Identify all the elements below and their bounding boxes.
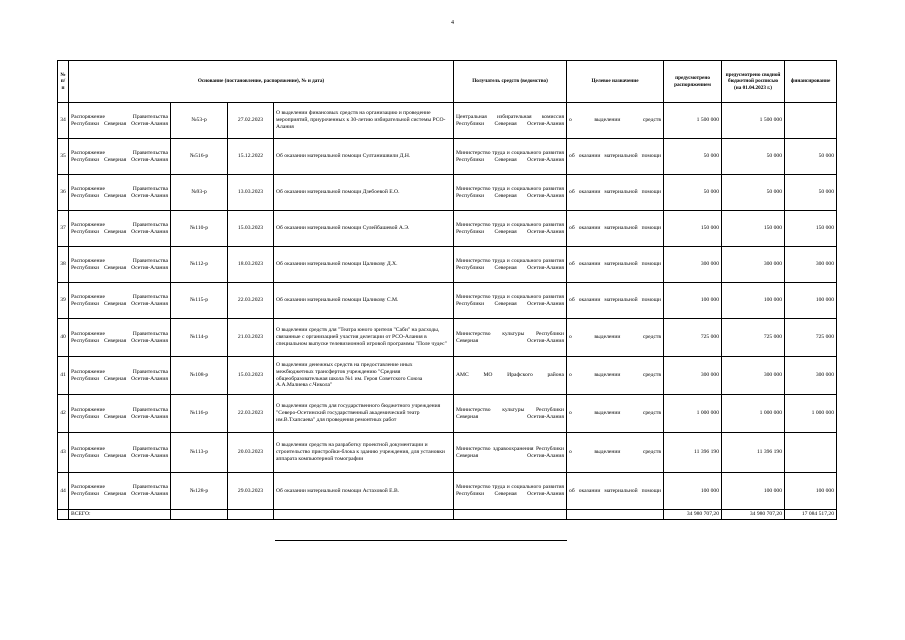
document-type: Распоряжение Правительства Республики Северная Осетия-Алания bbox=[69, 473, 171, 510]
amount-financed bbox=[785, 433, 837, 473]
document-date: 22.03.2023 bbox=[228, 395, 274, 433]
header-budget: предусмотрено сводной бюджетной росписью (на 01.04.2023 г.) bbox=[722, 61, 785, 103]
document-number: №108-р bbox=[171, 357, 228, 395]
document-subject: Об оказании материальной помощи Дзебоевой Е.О. bbox=[274, 175, 454, 211]
amount-budget: 50 000 bbox=[722, 175, 785, 211]
document-date: 18.03.2023 bbox=[228, 247, 274, 283]
header-planned: предусмотрено распоряжением bbox=[664, 61, 722, 103]
amount-financed: 50 000 bbox=[785, 175, 837, 211]
recipient: Министерство культуры Республики Северная Осетия-Алания bbox=[454, 395, 567, 433]
row-number: 43 bbox=[58, 433, 69, 473]
document-type: Распоряжение Правительства Республики Северная Осетия-Алания bbox=[69, 283, 171, 319]
table-row bbox=[58, 395, 837, 433]
amount-financed: 100 000 bbox=[785, 473, 837, 510]
document-subject: О выделении средств для "Театра юного зрителя "Саби" на расходы, связанные с организацией участия делегации от РСО-Алания в специальном выпуске телевизионной игровой программы "Поле чудес" bbox=[274, 319, 454, 357]
purpose: о выделении средств bbox=[567, 103, 664, 139]
document-number: №113-р bbox=[171, 433, 228, 473]
row-number: 40 bbox=[58, 319, 69, 357]
table-row bbox=[58, 211, 837, 247]
amount-planned: 1 500 000 bbox=[664, 103, 722, 139]
amount-financed: 50 000 bbox=[785, 139, 837, 175]
amount-budget: 11 396 190 bbox=[722, 433, 785, 473]
amount-budget: 300 000 bbox=[722, 357, 785, 395]
purpose: об оказании материальной помощи bbox=[567, 247, 664, 283]
table-header-row bbox=[58, 61, 837, 103]
recipient: Министерство труда и социального развития Республики Северная Осетия-Алания bbox=[454, 175, 567, 211]
document-type: Распоряжение Правительства Республики Северная Осетия-Алания bbox=[69, 357, 171, 395]
amount-financed: 100 000 bbox=[785, 283, 837, 319]
purpose: о выделении средств bbox=[567, 395, 664, 433]
document-date: 27.02.2023 bbox=[228, 103, 274, 139]
total-row bbox=[58, 510, 837, 520]
document-type: Распоряжение Правительства Республики Северная Осетия-Алания bbox=[69, 395, 171, 433]
signature-line bbox=[275, 540, 567, 541]
document-subject: Об оказании материальной помощи Астаховой Е.В. bbox=[274, 473, 454, 510]
document-type: Распоряжение Правительства Республики Северная Осетия-Алания bbox=[69, 247, 171, 283]
purpose: о выделении средств bbox=[567, 357, 664, 395]
recipient: Министерство труда и социального развития Республики Северная Осетия-Алания bbox=[454, 139, 567, 175]
purpose: об оказании материальной помощи bbox=[567, 175, 664, 211]
total-label: ВСЕГО: bbox=[69, 510, 171, 520]
amount-planned: 100 000 bbox=[664, 283, 722, 319]
table-row bbox=[58, 433, 837, 473]
document-number: №110-р bbox=[171, 211, 228, 247]
document-subject: Об оказании материальной помощи Султанишвили Д.Н. bbox=[274, 139, 454, 175]
recipient: Министерство здравоохранения Республики Северная Осетия-Алания bbox=[454, 433, 567, 473]
amount-planned: 50 000 bbox=[664, 175, 722, 211]
document-date: 21.03.2023 bbox=[228, 319, 274, 357]
row-number: 34 bbox=[58, 103, 69, 139]
total-planned: 34 980 707,20 bbox=[664, 510, 722, 520]
amount-financed: 1 000 000 bbox=[785, 395, 837, 433]
header-recipient: Получатель средств (ведомство) bbox=[454, 61, 567, 103]
amount-budget: 1 000 000 bbox=[722, 395, 785, 433]
amount-planned: 300 000 bbox=[664, 357, 722, 395]
recipient: Министерство труда и социального развития Республики Северная Осетия-Алания bbox=[454, 473, 567, 510]
recipient: Министерство труда и социального развития Республики Северная Осетия-Алания bbox=[454, 283, 567, 319]
document-number: №112-р bbox=[171, 247, 228, 283]
table-row bbox=[58, 473, 837, 510]
header-purpose: Целевое назначение bbox=[567, 61, 664, 103]
amount-planned: 100 000 bbox=[664, 473, 722, 510]
row-number: 36 bbox=[58, 175, 69, 211]
header-basis: Основание (постановление, распоряжение), № и дата) bbox=[69, 61, 454, 103]
row-number: 35 bbox=[58, 139, 69, 175]
purpose: об оказании материальной помощи bbox=[567, 283, 664, 319]
page-number: 4 bbox=[451, 20, 454, 26]
table-row bbox=[58, 357, 837, 395]
document-number: №516-р bbox=[171, 139, 228, 175]
document-type: Распоряжение Правительства Республики Северная Осетия-Алания bbox=[69, 175, 171, 211]
document-type: Распоряжение Правительства Республики Северная Осетия-Алания bbox=[69, 211, 171, 247]
amount-planned: 11 396 190 bbox=[664, 433, 722, 473]
amount-planned: 300 000 bbox=[664, 247, 722, 283]
amount-financed bbox=[785, 103, 837, 139]
row-number: 39 bbox=[58, 283, 69, 319]
document-date: 29.03.2023 bbox=[228, 473, 274, 510]
row-number: 44 bbox=[58, 473, 69, 510]
purpose: о выделении средств bbox=[567, 319, 664, 357]
table-row bbox=[58, 319, 837, 357]
document-number: №115-р bbox=[171, 283, 228, 319]
document-subject: Об оказании материальной помощи Цаликову С.М. bbox=[274, 283, 454, 319]
total-financed: 17 084 517,20 bbox=[785, 510, 837, 520]
document-type: Распоряжение Правительства Республики Северная Осетия-Алания bbox=[69, 433, 171, 473]
recipient: Министерство труда и социального развития Республики Северная Осетия-Алания bbox=[454, 211, 567, 247]
amount-planned: 1 000 000 bbox=[664, 395, 722, 433]
purpose: о выделении средств bbox=[567, 433, 664, 473]
row-number: 37 bbox=[58, 211, 69, 247]
recipient: Министерство культуры Республики Северная Осетия-Алания bbox=[454, 319, 567, 357]
amount-financed: 300 000 bbox=[785, 357, 837, 395]
amount-budget: 150 000 bbox=[722, 211, 785, 247]
document-subject: О выделении финансовых средств на организацию и проведение мероприятий, приуроченных к 30-летию избирательной системы РСО-Алания bbox=[274, 103, 454, 139]
amount-budget: 100 000 bbox=[722, 283, 785, 319]
row-number: 38 bbox=[58, 247, 69, 283]
document-subject: Об оказании материальной помощи Сулейбашевой А.Э. bbox=[274, 211, 454, 247]
table-row bbox=[58, 139, 837, 175]
recipient: АМС МО Ирафского района bbox=[454, 357, 567, 395]
header-num: № п/п bbox=[58, 61, 69, 103]
document-subject: О выделении денежных средств на предоставление иных межбюджетных трансфертов учреждению "Средняя общеобразовательная школа №1 им. Героя Советского Союза А.А.Малиева с.Чикола" bbox=[274, 357, 454, 395]
amount-financed: 150 000 bbox=[785, 211, 837, 247]
amount-budget: 100 000 bbox=[722, 473, 785, 510]
document-subject: О выделении средств для государственного бюджетного учреждения "Северо-Осетинский государственный академический театр им.В.Тхапсаева" для проведения ремонтных работ bbox=[274, 395, 454, 433]
table-row bbox=[58, 283, 837, 319]
document-subject: Об оказании материальной помощи Цаликову Д.Х. bbox=[274, 247, 454, 283]
recipient: Центральная избирательная комиссия Республики Северная Осетия-Алания bbox=[454, 103, 567, 139]
document-number: №128-р bbox=[171, 473, 228, 510]
header-financed: финансирование bbox=[785, 61, 837, 103]
document-date: 15.03.2023 bbox=[228, 357, 274, 395]
total-budget: 34 980 707,20 bbox=[722, 510, 785, 520]
purpose: об оказании материальной помощи bbox=[567, 473, 664, 510]
document-date: 15.12.2022 bbox=[228, 139, 274, 175]
allocations-table bbox=[57, 60, 837, 520]
table-row bbox=[58, 103, 837, 139]
document-date: 13.03.2023 bbox=[228, 175, 274, 211]
row-number: 41 bbox=[58, 357, 69, 395]
document-date: 15.03.2023 bbox=[228, 211, 274, 247]
purpose: об оказании материальной помощи bbox=[567, 139, 664, 175]
amount-budget: 300 000 bbox=[722, 247, 785, 283]
amount-planned: 50 000 bbox=[664, 139, 722, 175]
document-type: Распоряжение Правительства Республики Северная Осетия-Алания bbox=[69, 139, 171, 175]
purpose: об оказании материальной помощи bbox=[567, 211, 664, 247]
recipient: Министерство труда и социального развития Республики Северная Осетия-Алания bbox=[454, 247, 567, 283]
table-row bbox=[58, 247, 837, 283]
document-date: 22.03.2023 bbox=[228, 283, 274, 319]
document-number: №53-р bbox=[171, 103, 228, 139]
document-type: Распоряжение Правительства Республики Северная Осетия-Алания bbox=[69, 103, 171, 139]
amount-budget: 50 000 bbox=[722, 139, 785, 175]
document-number: №116-р bbox=[171, 395, 228, 433]
amount-planned: 725 000 bbox=[664, 319, 722, 357]
table-row bbox=[58, 175, 837, 211]
document-number: №93-р bbox=[171, 175, 228, 211]
document-type: Распоряжение Правительства Республики Северная Осетия-Алания bbox=[69, 319, 171, 357]
amount-planned: 150 000 bbox=[664, 211, 722, 247]
amount-budget: 725 000 bbox=[722, 319, 785, 357]
row-number: 42 bbox=[58, 395, 69, 433]
document-number: №114-р bbox=[171, 319, 228, 357]
amount-budget: 1 500 000 bbox=[722, 103, 785, 139]
amount-financed: 725 000 bbox=[785, 319, 837, 357]
document-subject: О выделении средств на разработку проектной документации и строительство пристройки-блока к зданию учреждения, для установки аппарата компьютерной томографии bbox=[274, 433, 454, 473]
document-date: 20.03.2023 bbox=[228, 433, 274, 473]
amount-financed: 300 000 bbox=[785, 247, 837, 283]
